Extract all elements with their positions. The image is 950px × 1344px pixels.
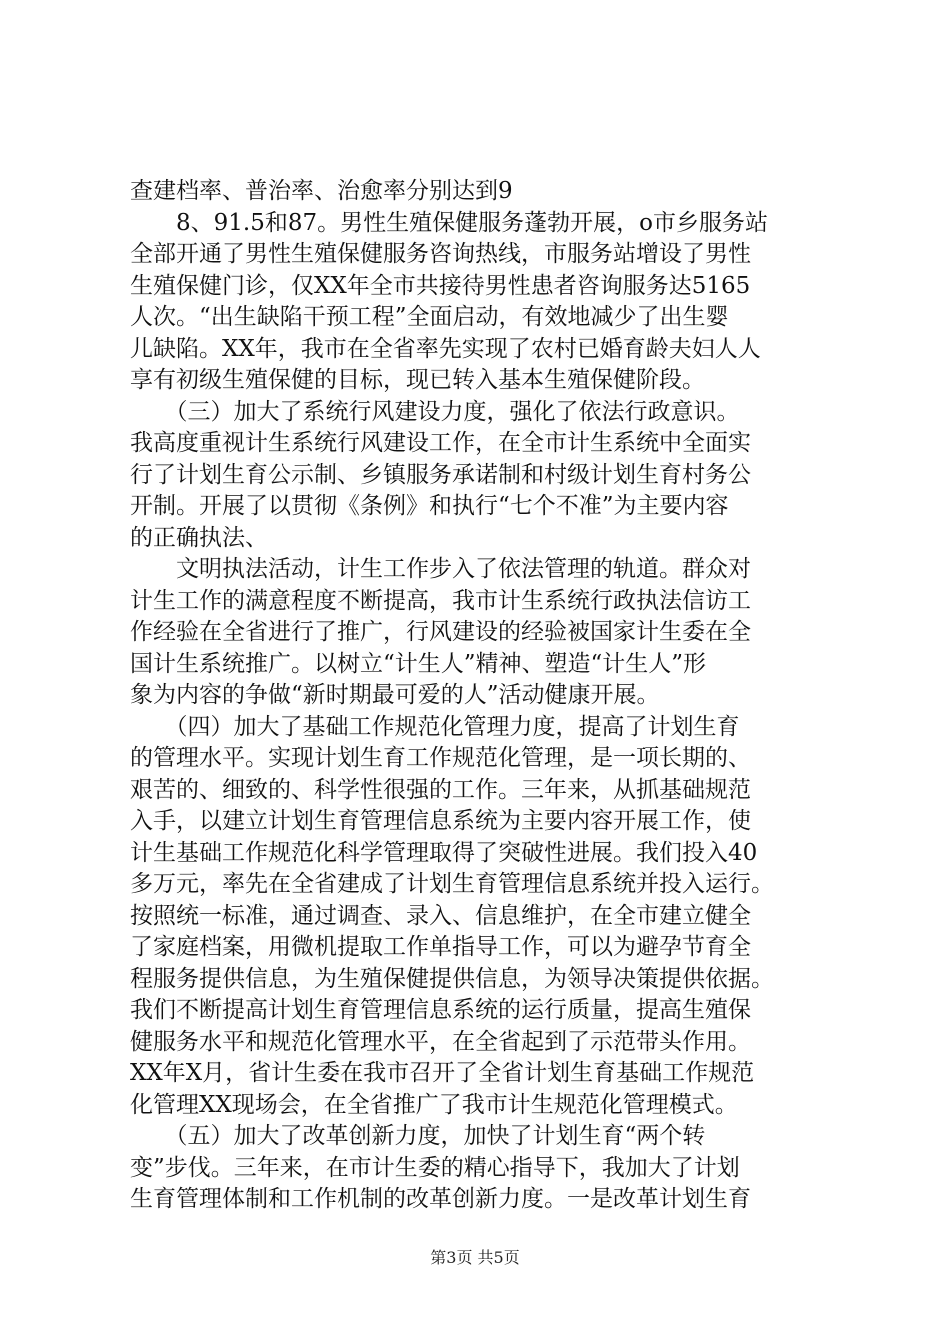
text-line: 象为内容的争做“新时期最可爱的人”活动健康开展。 [130, 682, 660, 708]
text-line: 开制。开展了以贯彻《条例》和执行“七个不准”为主要内容 [130, 493, 729, 519]
text-line: 化管理XX现场会，在全省推广了我市计生规范化管理模式。 [130, 1091, 738, 1118]
text-line: 生殖保健门诊，仅XX年全市共接待男性患者咨询服务达5165 [130, 272, 751, 299]
text-line: 享有初级生殖保健的目标，现已转入基本生殖保健阶段。 [130, 367, 705, 393]
text-line: （四）加大了基础工作规范化管理力度，提高了计划生育 [130, 713, 740, 740]
text-line: 艰苦的、细致的、科学性很强的工作。三年来，从抓基础规范 [130, 776, 751, 803]
text-line: 行了计划生育公示制、乡镇服务承诺制和村级计划生育村务公 [130, 461, 751, 488]
text-line: 变”步伐。三年来，在市计生委的精心指导下，我加大了计划 [130, 1154, 740, 1181]
text-line: 我高度重视计生系统行风建设工作，在全市计生系统中全面实 [130, 430, 751, 456]
text-line: 计生工作的满意程度不断提高，我市计生系统行政执法信访工 [130, 587, 751, 614]
text-line: （五）加大了改革创新力度，加快了计划生育“两个转 [130, 1123, 706, 1149]
text-line: 计生基础工作规范化科学管理取得了突破性进展。我们投入40 [130, 839, 758, 866]
text-line: 了家庭档案，用微机提取工作单指导工作，可以为避孕节育全 [130, 934, 751, 960]
text-line: 的正确执法、 [130, 524, 268, 551]
text-line: 儿缺陷。XX年，我市在全省率先实现了农村已婚育龄夫妇人人 [130, 335, 761, 362]
page-footer [0, 1245, 950, 1268]
text-line: XX年X月，省计生委在我市召开了全省计划生育基础工作规范 [130, 1060, 755, 1086]
text-line: 我们不断提高计划生育管理信息系统的运行质量，提高生殖保 [130, 997, 751, 1023]
text-line: 健服务水平和规范化管理水平，在全省起到了示范带头作用。 [130, 1028, 751, 1055]
text-line: 人次。“出生缺陷干预工程”全面启动，有效地减少了出生婴 [130, 304, 729, 330]
text-line: 全部开通了男性生殖保健服务咨询热线，市服务站增设了男性 [130, 241, 751, 267]
text-line: 多万元，率先在全省建成了计划生育管理信息系统并投入运行。 [130, 871, 774, 897]
document-body [130, 176, 830, 1216]
text-line: 按照统一标准，通过调查、录入、信息维护，在全市建立健全 [130, 902, 751, 929]
text-line: 文明执法活动，计生工作步入了依法管理的轨道。群众对 [130, 556, 751, 582]
page-number-label: 第3页 共5页 [430, 1248, 520, 1267]
text-line: 入手，以建立计划生育管理信息系统为主要内容开展工作，使 [130, 808, 751, 834]
text-line: （三）加大了系统行风建设力度，强化了依法行政意识。 [130, 398, 740, 425]
text-line: 8、91.5和87。男性生殖保健服务蓬勃开展，o市乡服务站 [130, 209, 768, 236]
text-line: 作经验在全省进行了推广，行风建设的经验被国家计生委在全 [130, 619, 751, 645]
text-line: 程服务提供信息，为生殖保健提供信息，为领导决策提供依据。 [130, 965, 774, 992]
text-line: 的管理水平。实现计划生育工作规范化管理，是一项长期的、 [130, 745, 751, 771]
text-line: 生育管理体制和工作机制的改革创新力度。一是改革计划生育 [130, 1186, 751, 1212]
text-line: 国计生系统推广。以树立“计生人”精神、塑造“计生人”形 [130, 650, 707, 677]
text-line: 查建档率、普治率、治愈率分别达到9 [130, 178, 513, 204]
